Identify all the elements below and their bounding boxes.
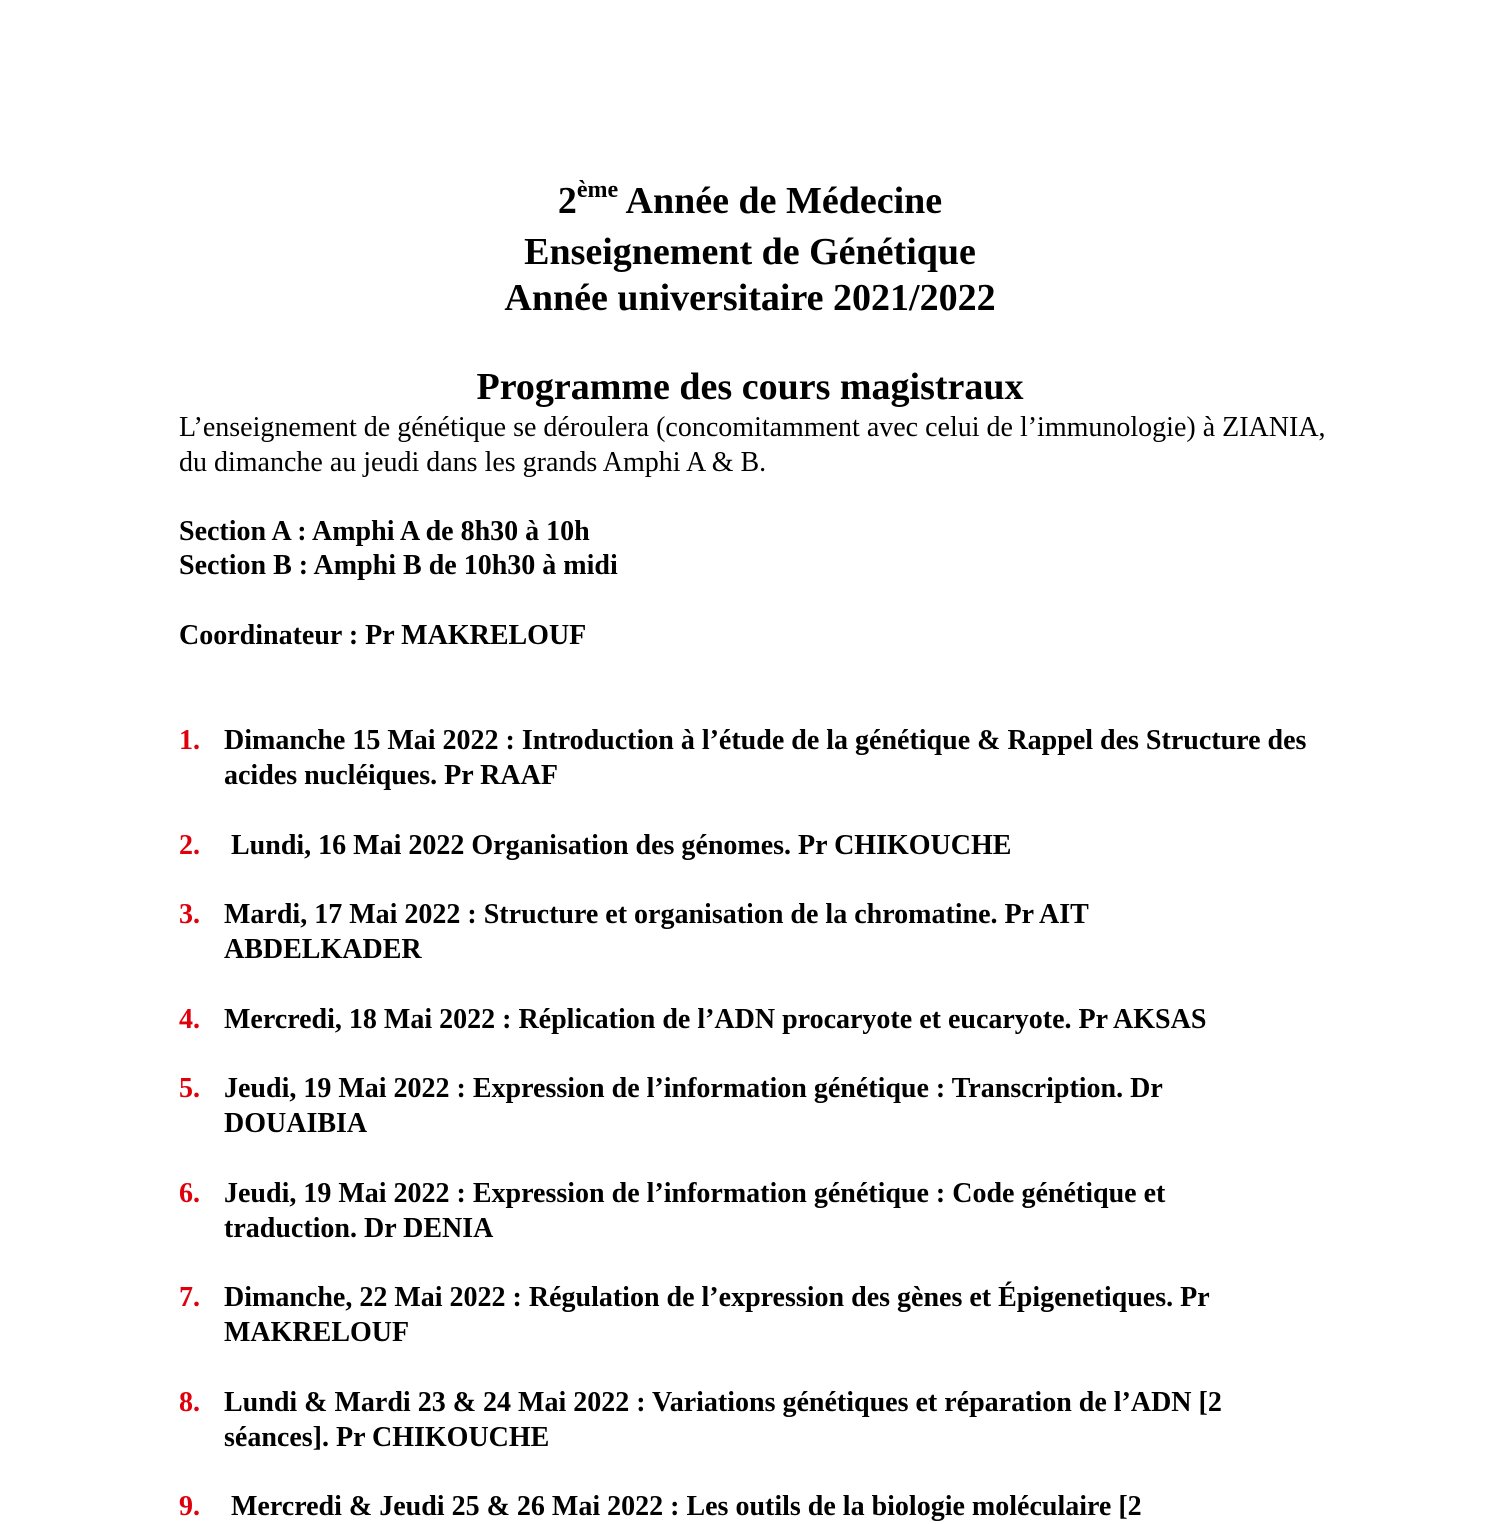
list-item: [179, 897, 1309, 967]
list-item-text: Jeudi, 19 Mai 2022 : Expression de l’information génétique : Transcription. Dr DOUAIBIA: [224, 1073, 1163, 1139]
header-year-line: 2ème Année de Médecine: [557, 177, 943, 222]
document-header: [0, 178, 1500, 321]
list-item-text: Mercredi, 18 Mai 2022 : Réplication de l’ADN procaryote et eucaryote. Pr AKSAS: [224, 1004, 1207, 1035]
list-item-number: 6.: [179, 1178, 200, 1209]
section-b-schedule: Section B : Amphi B de 10h30 à midi: [179, 550, 618, 581]
list-item-text: Jeudi, 19 Mai 2022 : Expression de l’information génétique : Code génétique et traduction. Dr DENIA: [224, 1178, 1166, 1244]
intro-paragraph: L’enseignement de génétique se déroulera (concomitamment avec celui de l’immunologie) à ZIANIA, du dimanche au jeudi dans les grands Amphi A & B.: [179, 412, 1326, 478]
list-item-number: 9.: [179, 1491, 200, 1522]
list-item: [179, 1176, 1309, 1246]
list-item-number: 8.: [179, 1387, 200, 1418]
list-item: [179, 1002, 1309, 1037]
list-item-text: Mardi, 17 Mai 2022 : Structure et organisation de la chromatine. Pr AIT ABDELKADER: [224, 899, 1089, 965]
list-item-text: Lundi & Mardi 23 & 24 Mai 2022 : Variations génétiques et réparation de l’ADN [2 séances]. Pr CHIKOUCHE: [224, 1387, 1222, 1453]
header-subject-line: Enseignement de Génétique: [524, 231, 976, 273]
list-item-number: 2.: [179, 830, 200, 861]
list-item-text: Dimanche, 22 Mai 2022 : Régulation de l’expression des gènes et Épigenetiques. Pr MAKRELOUF: [224, 1282, 1210, 1348]
list-item-number: 5.: [179, 1073, 200, 1104]
list-item-text: Lundi, 16 Mai 2022 Organisation des génomes. Pr CHIKOUCHE: [224, 830, 1012, 861]
header-academic-year-line: Année universitaire 2021/2022: [504, 277, 996, 319]
list-item-text: Dimanche 15 Mai 2022 : Introduction à l’étude de la génétique & Rappel des Structure des acides nucléiques. Pr RAAF: [224, 725, 1307, 791]
list-item: [179, 1280, 1309, 1350]
list-item: [179, 723, 1309, 793]
list-item: [179, 1385, 1309, 1455]
section-a-schedule: Section A : Amphi A de 8h30 à 10h: [179, 516, 590, 547]
list-item-number: 4.: [179, 1004, 200, 1035]
list-item: [179, 1071, 1309, 1141]
list-item: [179, 1489, 1309, 1524]
list-item-number: 7.: [179, 1282, 200, 1313]
list-item-text: Mercredi & Jeudi 25 & 26 Mai 2022 : Les outils de la biologie moléculaire [2: [224, 1491, 1142, 1522]
list-item: [179, 828, 1309, 863]
program-title: Programme des cours magistraux: [476, 366, 1024, 408]
list-item-number: 3.: [179, 899, 200, 930]
list-item-number: 1.: [179, 725, 200, 756]
coordinator: Coordinateur : Pr MAKRELOUF: [179, 620, 587, 651]
